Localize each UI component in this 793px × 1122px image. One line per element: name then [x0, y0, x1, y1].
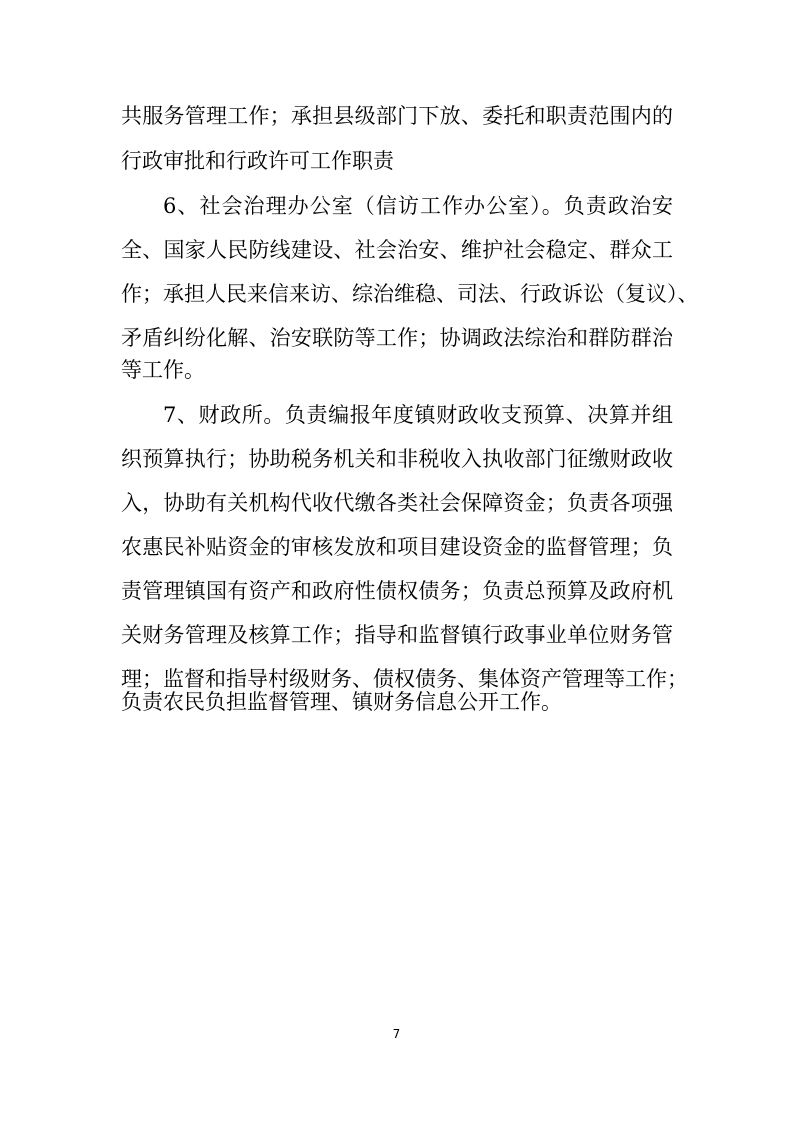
text-line-15: 负责农民负担监督管理、镇财务信息公开工作。: [121, 690, 562, 714]
text-line-6: 矛盾纠纷化解、治安联防等工作；协调政法综治和群防群治: [121, 326, 673, 350]
text-line-1: 共服务管理工作；承担县级部门下放、委托和职责范围内的: [121, 104, 673, 128]
page-number: 7: [392, 1027, 401, 1041]
text-line-7: 等工作。: [121, 358, 205, 382]
text-line-2: 行政审批和行政许可工作职责: [121, 149, 394, 173]
text-line-14: 理；监督和指导村级财务、债权债务、集体资产管理等工作；: [121, 667, 688, 691]
text-line-3: 6、社会治理办公室（信访工作办公室）。负责政治安: [163, 194, 673, 218]
text-line-8: 7、财政所。负责编报年度镇财政收支预算、决算并组: [163, 403, 673, 427]
text-line-13: 关财务管理及核算工作；指导和监督镇行政事业单位财务管: [121, 623, 673, 647]
text-line-4: 全、国家人民防线建设、社会治安、维护社会稳定、群众工: [121, 238, 673, 262]
text-line-11: 农惠民补贴资金的审核发放和项目建设资金的监督管理；负: [121, 535, 673, 559]
text-line-10: 入，协助有关机构代收代缴各类社会保障资金；负责各项强: [121, 491, 673, 515]
text-line-12: 责管理镇国有资产和政府性债权债务；负责总预算及政府机: [121, 579, 673, 603]
text-line-5: 作；承担人民来信来访、综治维稳、司法、行政诉讼（复议）、: [121, 282, 699, 306]
text-line-9: 织预算执行；协助税务机关和非税收入执收部门征缴财政收: [121, 447, 673, 471]
